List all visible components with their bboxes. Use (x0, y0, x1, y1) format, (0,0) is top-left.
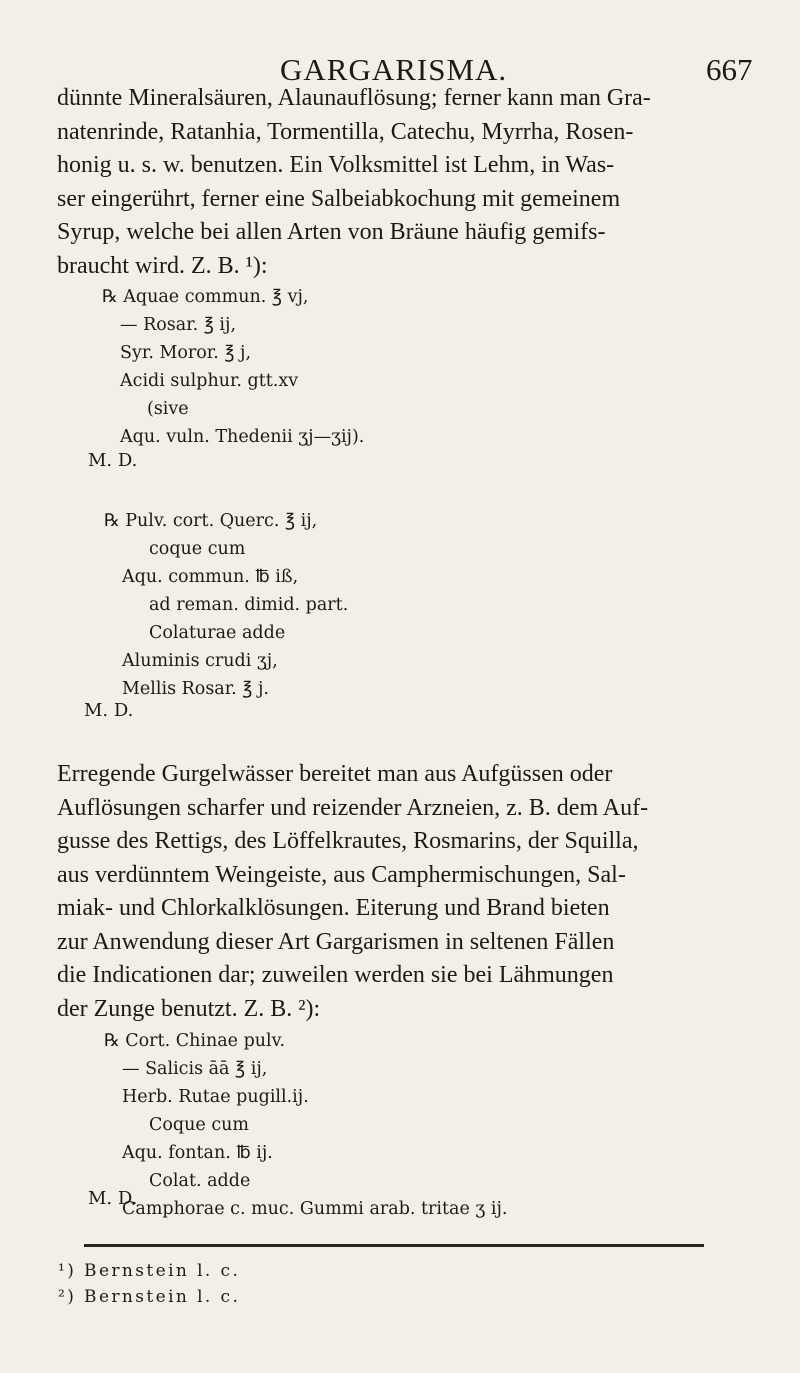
recipe-line: ℞ Pulv. cort. Querc. ℥ ij, (104, 511, 318, 531)
text-line: aus verdünntem Weingeiste, aus Camphermischungen, Sal- (57, 861, 626, 888)
footnote: ²) Bernstein l. c. (58, 1287, 241, 1307)
recipe-line: — Salicis āā ℥ ij, (122, 1059, 268, 1079)
recipe-3-signature: M. D. (88, 1188, 138, 1209)
text-line: honig u. s. w. benutzen. Ein Volksmittel ist Lehm, in Was- (57, 152, 615, 178)
page-number: 667 (706, 52, 753, 87)
paragraph-intro (57, 82, 747, 283)
text-line: gusse des Rettigs, des Löffelkrautes, Rosmarins, der Squilla, (57, 828, 639, 854)
recipe-line: ad reman. dimid. part. (149, 595, 349, 615)
text-line: natenrinde, Ratanhia, Tormentilla, Catechu, Myrrha, Rosen- (57, 118, 634, 145)
text-line: zur Anwendung dieser Art Gargarismen in seltenen Fällen (57, 928, 615, 955)
text-line: Auflösungen scharfer und reizender Arzneien, z. B. dem Auf- (57, 794, 649, 821)
recipe-line: ℞ Aquae commun. ℥ vj, (102, 287, 309, 307)
footnote: ¹) Bernstein l. c. (58, 1261, 241, 1281)
text-line: braucht wird. Z. B. ¹): (57, 252, 268, 279)
footnote-rule (84, 1244, 704, 1247)
recipe-line: Colaturae adde (149, 623, 286, 643)
recipe-1-signature: M. D. (88, 450, 138, 471)
running-title: GARGARISMA. (280, 52, 508, 87)
recipe-line: Mellis Rosar. ℥ j. (122, 679, 269, 699)
footnotes (58, 1258, 240, 1310)
text-line: Syrup, welche bei allen Arten von Bräune häufig gemifs- (57, 219, 606, 245)
text-line: miak- und Chlorkalklösungen. Eiterung und Brand bieten (57, 895, 610, 921)
recipe-line: Aluminis crudi ʒj, (122, 651, 278, 671)
recipe-line: Herb. Rutae pugill.ij. (122, 1087, 309, 1107)
recipe-line: coque cum (149, 539, 246, 559)
recipe-line: Aqu. commun. ℔ iß, (122, 567, 299, 587)
text-line: die Indicationen dar; zuweilen werden sie bei Lähmungen (57, 962, 614, 988)
recipe-line: Acidi sulphur. gtt.xv (120, 371, 299, 391)
text-line: Erregende Gurgelwässer bereitet man aus Aufgüssen oder (57, 761, 613, 787)
recipe-line: Colat. adde (149, 1171, 251, 1191)
text-line: ser eingerührt, ferner eine Salbeiabkochung mit gemeinem (57, 185, 621, 212)
recipe-line: Camphorae c. muc. Gummi arab. tritae ʒ ij. (122, 1199, 508, 1219)
paragraph-stimulating (57, 758, 747, 1026)
recipe-line: Syr. Moror. ℥ j, (120, 343, 252, 363)
recipe-line: (sive (147, 399, 189, 419)
recipe-line: — Rosar. ℥ ij, (120, 315, 237, 335)
recipe-line: Aqu. fontan. ℔ ij. (122, 1143, 273, 1163)
recipe-2-signature: M. D. (84, 700, 134, 721)
recipe-line: ℞ Cort. Chinae pulv. (104, 1031, 286, 1051)
recipe-line: Coque cum (149, 1115, 249, 1135)
text-line: dünnte Mineralsäuren, Alaunauflösung; ferner kann man Gra- (57, 85, 651, 111)
text-line: der Zunge benutzt. Z. B. ²): (57, 995, 321, 1022)
recipe-line: Aqu. vuln. Thedenii ʒj—ʒij). (120, 427, 365, 447)
